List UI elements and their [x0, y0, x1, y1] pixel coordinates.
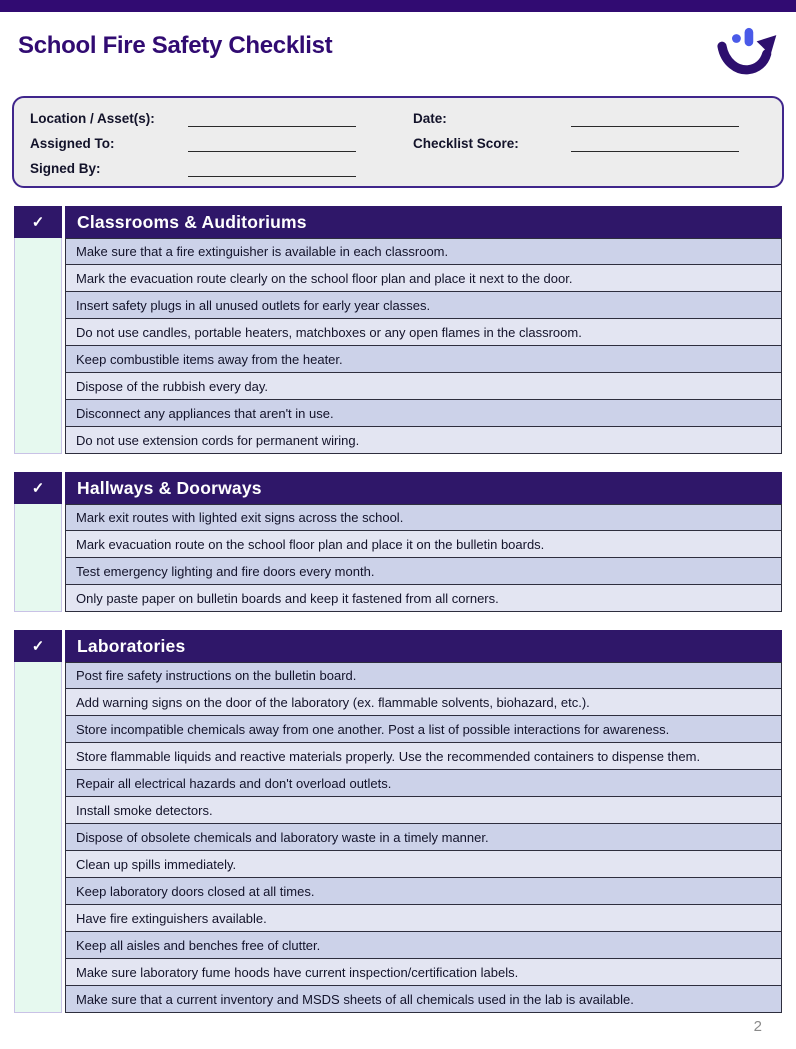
checklist-item-text: Repair all electrical hazards and don't overload outlets. [65, 769, 782, 797]
checklist-item-text: Add warning signs on the door of the laboratory (ex. flammable solvents, biohazard, etc.). [65, 688, 782, 716]
checklist-row [14, 400, 782, 427]
row-checkbox[interactable] [14, 715, 62, 743]
checklist-row [14, 851, 782, 878]
form-label-location: Location / Asset(s): [30, 111, 155, 126]
checklist-item-text: Clean up spills immediately. [65, 850, 782, 878]
checklist-item-text: Install smoke detectors. [65, 796, 782, 824]
checklist-row [14, 319, 782, 346]
form-field-signed_by [30, 161, 383, 177]
section-title: Hallways & Doorways [65, 472, 782, 504]
form-field-checklist_score [413, 136, 766, 152]
checklist-info-form [12, 96, 784, 188]
row-checkbox[interactable] [14, 318, 62, 346]
form-field-assigned_to [30, 136, 383, 152]
section-header [14, 206, 782, 238]
checklist-item-text: Do not use candles, portable heaters, matchboxes or any open flames in the classroom. [65, 318, 782, 346]
check-column-header: ✓ [14, 630, 62, 662]
checklist-item-text: Make sure that a current inventory and MSDS sheets of all chemicals used in the lab is available. [65, 985, 782, 1013]
form-label-date: Date: [413, 111, 447, 126]
brand-smile-arrow-logo [716, 26, 778, 76]
checklist-item-text: Have fire extinguishers available. [65, 904, 782, 932]
checklist-item-text: Mark evacuation route on the school floor plan and place it on the bulletin boards. [65, 530, 782, 558]
form-input-line-checklist_score[interactable] [571, 137, 739, 152]
checklist-row [14, 689, 782, 716]
row-checkbox[interactable] [14, 557, 62, 585]
check-column-header: ✓ [14, 206, 62, 238]
row-checkbox[interactable] [14, 345, 62, 373]
section-title: Laboratories [65, 630, 782, 662]
checklist-row [14, 531, 782, 558]
checklist-sections [14, 206, 782, 1013]
checklist-item-text: Store flammable liquids and reactive materials properly. Use the recommended containers to dispense them. [65, 742, 782, 770]
checklist-row [14, 716, 782, 743]
checklist-item-text: Mark the evacuation route clearly on the school floor plan and place it next to the door. [65, 264, 782, 292]
form-label-signed_by: Signed By: [30, 161, 101, 176]
checklist-row [14, 585, 782, 612]
checklist-item-text: Disconnect any appliances that aren't in use. [65, 399, 782, 427]
checklist-row [14, 373, 782, 400]
row-checkbox[interactable] [14, 769, 62, 797]
row-checkbox[interactable] [14, 688, 62, 716]
checklist-item-text: Make sure laboratory fume hoods have current inspection/certification labels. [65, 958, 782, 986]
form-input-line-date[interactable] [571, 112, 739, 127]
top-accent-bar [0, 0, 796, 12]
row-checkbox[interactable] [14, 530, 62, 558]
checklist-row [14, 238, 782, 265]
checklist-item-text: Test emergency lighting and fire doors every month. [65, 557, 782, 585]
form-input-line-location[interactable] [188, 112, 356, 127]
checklist-row [14, 265, 782, 292]
row-checkbox[interactable] [14, 238, 62, 265]
row-checkbox[interactable] [14, 584, 62, 612]
row-checkbox[interactable] [14, 504, 62, 531]
form-field-date [413, 111, 766, 127]
checklist-row [14, 959, 782, 986]
checklist-item-text: Only paste paper on bulletin boards and keep it fastened from all corners. [65, 584, 782, 612]
checklist-row [14, 986, 782, 1013]
form-label-assigned_to: Assigned To: [30, 136, 115, 151]
checklist-item-text: Make sure that a fire extinguisher is available in each classroom. [65, 238, 782, 265]
section-hallways-doorways [14, 472, 782, 612]
checklist-row [14, 558, 782, 585]
checklist-row [14, 932, 782, 959]
section-title: Classrooms & Auditoriums [65, 206, 782, 238]
section-classrooms-auditoriums [14, 206, 782, 454]
check-column-header: ✓ [14, 472, 62, 504]
row-checkbox[interactable] [14, 426, 62, 454]
checklist-item-text: Post fire safety instructions on the bulletin board. [65, 662, 782, 689]
checklist-row [14, 427, 782, 454]
checklist-item-text: Store incompatible chemicals away from one another. Post a list of possible interactions for awareness. [65, 715, 782, 743]
form-input-line-signed_by[interactable] [188, 162, 356, 177]
row-checkbox[interactable] [14, 291, 62, 319]
checklist-row [14, 770, 782, 797]
page-header [0, 12, 796, 76]
section-header [14, 472, 782, 504]
section-laboratories [14, 630, 782, 1013]
checklist-row [14, 905, 782, 932]
checklist-row [14, 797, 782, 824]
checklist-item-text: Keep laboratory doors closed at all times. [65, 877, 782, 905]
checklist-item-text: Do not use extension cords for permanent wiring. [65, 426, 782, 454]
checklist-row [14, 878, 782, 905]
checklist-row [14, 292, 782, 319]
form-input-line-assigned_to[interactable] [188, 137, 356, 152]
row-checkbox[interactable] [14, 931, 62, 959]
row-checkbox[interactable] [14, 985, 62, 1013]
row-checkbox[interactable] [14, 796, 62, 824]
row-checkbox[interactable] [14, 850, 62, 878]
checklist-item-text: Dispose of obsolete chemicals and laboratory waste in a timely manner. [65, 823, 782, 851]
checklist-row [14, 346, 782, 373]
row-checkbox[interactable] [14, 399, 62, 427]
page-number: 2 [753, 1018, 762, 1035]
row-checkbox[interactable] [14, 823, 62, 851]
form-field-location [30, 111, 383, 127]
checklist-item-text: Keep all aisles and benches free of clutter. [65, 931, 782, 959]
checklist-item-text: Dispose of the rubbish every day. [65, 372, 782, 400]
form-label-checklist_score: Checklist Score: [413, 136, 519, 151]
row-checkbox[interactable] [14, 742, 62, 770]
checklist-row [14, 743, 782, 770]
row-checkbox[interactable] [14, 662, 62, 689]
row-checkbox[interactable] [14, 372, 62, 400]
section-header [14, 630, 782, 662]
checklist-row [14, 662, 782, 689]
checklist-row [14, 504, 782, 531]
page-title: School Fire Safety Checklist [18, 32, 333, 59]
row-checkbox[interactable] [14, 877, 62, 905]
checklist-item-text: Insert safety plugs in all unused outlets for early year classes. [65, 291, 782, 319]
checklist-row [14, 824, 782, 851]
checklist-item-text: Keep combustible items away from the heater. [65, 345, 782, 373]
row-checkbox[interactable] [14, 264, 62, 292]
checklist-item-text: Mark exit routes with lighted exit signs across the school. [65, 504, 782, 531]
row-checkbox[interactable] [14, 958, 62, 986]
row-checkbox[interactable] [14, 904, 62, 932]
